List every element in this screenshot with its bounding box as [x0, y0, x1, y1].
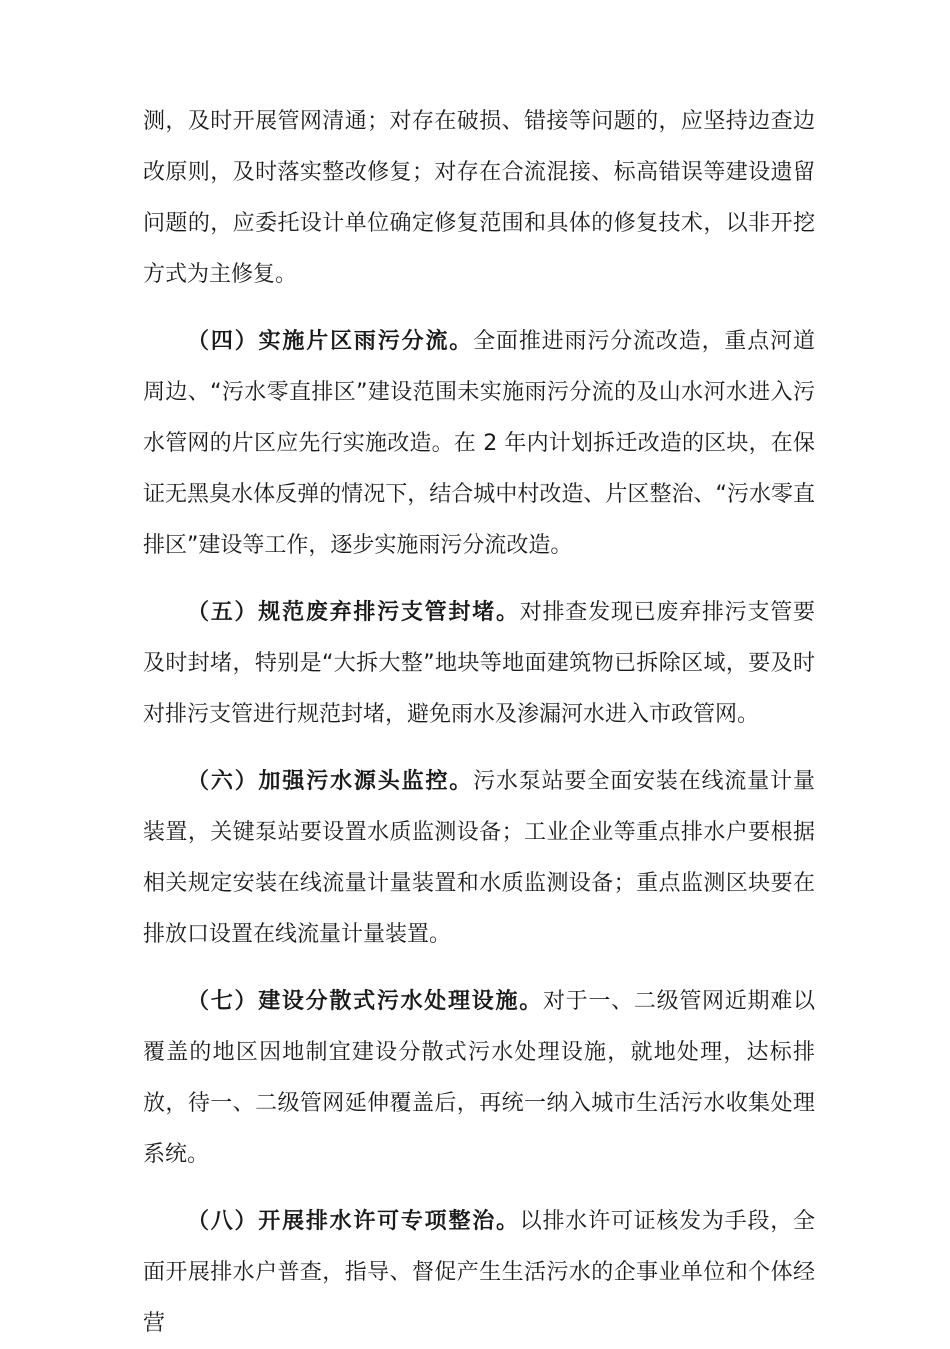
- paragraph-text: 对于一、二级管网近期难以覆盖的地区因地制宜建设分散式污水处理设施，就地处理，达标排放，待一、二级管网延伸覆盖后，再统一纳入城市生活污水收集处理系统。: [143, 989, 815, 1167]
- paragraph-section-5: [143, 587, 815, 740]
- document-body: [143, 96, 815, 1349]
- paragraph-continuation: [143, 96, 815, 300]
- paragraph-text: 对排查发现已废弃排污支管要及时封堵，特别是“大拆大整”地块等地面建筑物已拆除区域，要及时对排污支管进行规范封堵，避免雨水及渗漏河水进入市政管网。: [143, 600, 815, 727]
- paragraph-text: 污水泵站要全面安装在线流量计量装置，关键泵站要设置水质监测设备；工业企业等重点排水户要根据相关规定安装在线流量计量装置和水质监测设备；重点监测区块要在排放口设置在线流量计量装置。: [143, 769, 815, 947]
- paragraph-section-7: [143, 976, 815, 1180]
- paragraph-text: 全面推进雨污分流改造，重点河道周边、“污水零直排区”建设范围未实施雨污分流的及山水河水进入污水管网的片区应先行实施改造。在 2 年内计划拆迁改造的区块，在保证无黑臭水体反弹的情况下，结合城中村改造、片区整治、“污水零直排区”建设等工作，逐步实施雨污分流改造。: [143, 329, 815, 558]
- paragraph-text: 测，及时开展管网清通；对存在破损、错接等问题的，应坚持边查边改原则，及时落实整改修复；对存在合流混接、标高错误等建设遗留问题的，应委托设计单位确定修复范围和具体的修复技术，以非开挖方式为主修复。: [143, 109, 815, 287]
- section-heading: （五）规范废弃排污支管封堵。: [187, 599, 520, 625]
- section-heading: （四）实施片区雨污分流。: [187, 328, 474, 354]
- section-heading: （六）加强污水源头监控。: [187, 768, 474, 794]
- paragraph-section-8: [143, 1196, 815, 1349]
- paragraph-text: 以排水许可证核发为手段，全面开展排水户普查，指导、督促产生生活污水的企事业单位和个体经营: [143, 1209, 815, 1336]
- section-heading: （八）开展排水许可专项整治。: [187, 1208, 520, 1234]
- section-heading: （七）建设分散式污水处理设施。: [187, 988, 543, 1014]
- paragraph-section-4: [143, 316, 815, 571]
- paragraph-section-6: [143, 756, 815, 960]
